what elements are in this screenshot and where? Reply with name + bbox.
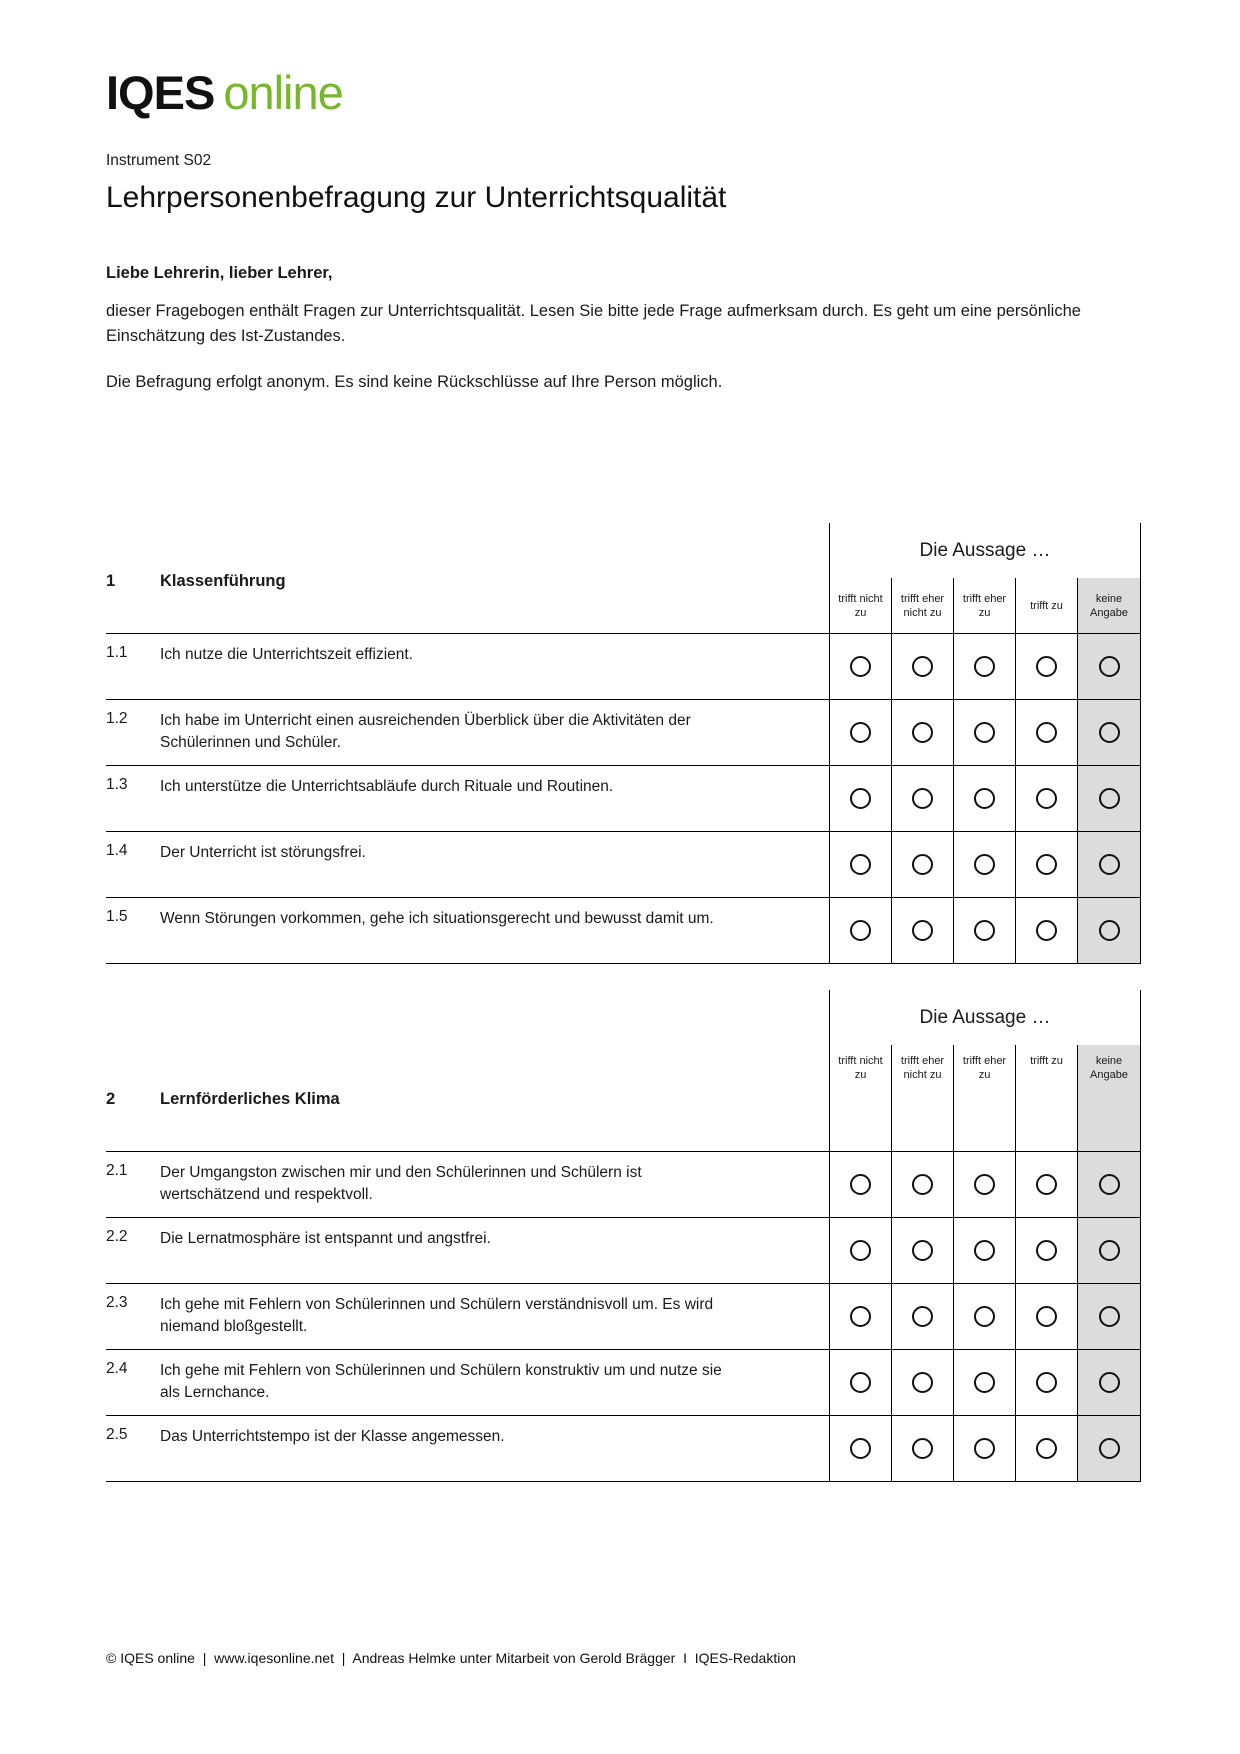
rating-cell xyxy=(829,832,891,897)
radio-button[interactable] xyxy=(912,854,933,875)
footer-text: © IQES online | www.iqesonline.net | Andreas Helmke unter Mitarbeit von Gerold Brägger I IQES-Redaktion xyxy=(106,1650,796,1666)
radio-button[interactable] xyxy=(974,854,995,875)
radio-button[interactable] xyxy=(912,656,933,677)
rating-cell xyxy=(829,766,891,831)
rating-cell-no-answer xyxy=(1077,1284,1141,1349)
rating-cell xyxy=(891,898,953,963)
rating-cell xyxy=(953,1152,1015,1217)
radio-button[interactable] xyxy=(850,722,871,743)
rating-cell-no-answer xyxy=(1077,1416,1141,1481)
instrument-label: Instrument S02 xyxy=(106,152,212,169)
radio-button[interactable] xyxy=(912,1372,933,1393)
rating-cell xyxy=(829,898,891,963)
radio-button[interactable] xyxy=(1036,1240,1057,1261)
scale-header: Die Aussage … xyxy=(829,990,1141,1045)
radio-button[interactable] xyxy=(850,1240,871,1261)
radio-button[interactable] xyxy=(850,1174,871,1195)
question-number: 1.5 xyxy=(106,908,128,925)
rating-cell xyxy=(891,1152,953,1217)
rating-cell-no-answer xyxy=(1077,700,1141,765)
radio-button[interactable] xyxy=(850,1372,871,1393)
scale-option-label: trifft eher zu xyxy=(953,578,1015,633)
question-row xyxy=(106,1416,1141,1482)
scale-option-label-no-answer: keine Angabe xyxy=(1077,578,1141,633)
rating-cell xyxy=(891,1350,953,1415)
rating-cell xyxy=(891,1416,953,1481)
rating-cell xyxy=(1015,766,1077,831)
radio-button[interactable] xyxy=(1036,1372,1057,1393)
rating-cell xyxy=(891,766,953,831)
question-number: 2.1 xyxy=(106,1162,128,1179)
rating-cell-no-answer xyxy=(1077,1152,1141,1217)
rating-cell xyxy=(829,1416,891,1481)
rating-cell xyxy=(829,634,891,699)
radio-button[interactable] xyxy=(1036,1306,1057,1327)
radio-button[interactable] xyxy=(912,1306,933,1327)
question-row xyxy=(106,898,1141,964)
question-text: Der Unterricht ist störungsfrei. xyxy=(160,844,366,861)
radio-button[interactable] xyxy=(1099,920,1120,941)
question-text: Ich gehe mit Fehlern von Schülerinnen und Schülern konstruktiv um und nutze sie als Lernchance. xyxy=(160,1362,722,1401)
question-number: 1.2 xyxy=(106,710,128,727)
question-number: 2.3 xyxy=(106,1294,128,1311)
radio-button[interactable] xyxy=(974,1306,995,1327)
question-text: Das Unterrichtstempo ist der Klasse angemessen. xyxy=(160,1428,505,1445)
questionnaire-table-2 xyxy=(106,990,1141,1482)
radio-button[interactable] xyxy=(850,788,871,809)
question-row xyxy=(106,1218,1141,1284)
scale-option-label: trifft eher nicht zu xyxy=(891,578,953,633)
section-title: Lernförderliches Klima xyxy=(160,1090,340,1108)
radio-button[interactable] xyxy=(912,788,933,809)
question-number: 1.1 xyxy=(106,644,128,661)
rating-cell xyxy=(829,1152,891,1217)
section-title: Klassenführung xyxy=(160,572,286,590)
rating-cell xyxy=(891,832,953,897)
intro-paragraph-2: Die Befragung erfolgt anonym. Es sind keine Rückschlüsse auf Ihre Person möglich. xyxy=(106,373,723,391)
rating-cell-no-answer xyxy=(1077,1350,1141,1415)
page-title: Lehrpersonenbefragung zur Unterrichtsqualität xyxy=(106,181,727,214)
table-header xyxy=(106,523,1141,634)
radio-button[interactable] xyxy=(1099,722,1120,743)
question-text: Ich unterstütze die Unterrichtsabläufe durch Rituale und Routinen. xyxy=(160,778,614,795)
radio-button[interactable] xyxy=(1099,788,1120,809)
question-text: Der Umgangston zwischen mir und den Schülerinnen und Schülern ist wertschätzend und respektvoll. xyxy=(160,1164,642,1203)
question-row xyxy=(106,832,1141,898)
radio-button[interactable] xyxy=(974,920,995,941)
question-text: Ich habe im Unterricht einen ausreichenden Überblick über die Aktivitäten der Schülerinnen und Schüler. xyxy=(160,712,691,751)
radio-button[interactable] xyxy=(912,1240,933,1261)
radio-button[interactable] xyxy=(850,920,871,941)
section-number: 2 xyxy=(106,1090,116,1108)
question-number: 1.3 xyxy=(106,776,128,793)
radio-button[interactable] xyxy=(1099,1306,1120,1327)
radio-button[interactable] xyxy=(850,1306,871,1327)
radio-button[interactable] xyxy=(912,920,933,941)
radio-button[interactable] xyxy=(974,788,995,809)
question-row xyxy=(106,634,1141,700)
rating-cell xyxy=(1015,1152,1077,1217)
radio-button[interactable] xyxy=(1099,1240,1120,1261)
question-row xyxy=(106,1284,1141,1350)
radio-button[interactable] xyxy=(1036,854,1057,875)
question-text: Ich gehe mit Fehlern von Schülerinnen und Schülern verständnisvoll um. Es wird niemand bloßgestellt. xyxy=(160,1296,714,1335)
question-row xyxy=(106,1152,1141,1218)
rating-cell xyxy=(953,1350,1015,1415)
rating-cell xyxy=(1015,1350,1077,1415)
radio-button[interactable] xyxy=(850,854,871,875)
rating-cell xyxy=(829,1284,891,1349)
rating-cell xyxy=(891,634,953,699)
radio-button[interactable] xyxy=(1099,854,1120,875)
radio-button[interactable] xyxy=(1099,1174,1120,1195)
rating-cell-no-answer xyxy=(1077,766,1141,831)
rating-cell xyxy=(953,700,1015,765)
radio-button[interactable] xyxy=(850,656,871,677)
question-number: 1.4 xyxy=(106,842,128,859)
questionnaire-table-1 xyxy=(106,523,1141,964)
radio-button[interactable] xyxy=(974,656,995,677)
rating-cell-no-answer xyxy=(1077,1218,1141,1283)
scale-header: Die Aussage … xyxy=(829,523,1141,578)
section-number: 1 xyxy=(106,572,116,590)
radio-button[interactable] xyxy=(974,1174,995,1195)
question-text: Ich nutze die Unterrichtszeit effizient. xyxy=(160,646,414,663)
rating-cell xyxy=(953,898,1015,963)
radio-button[interactable] xyxy=(1099,1438,1120,1459)
radio-button[interactable] xyxy=(1036,920,1057,941)
rating-cell xyxy=(1015,1218,1077,1283)
rating-cell xyxy=(1015,832,1077,897)
rating-cell xyxy=(829,700,891,765)
question-text: Die Lernatmosphäre ist entspannt und angstfrei. xyxy=(160,1230,491,1247)
radio-button[interactable] xyxy=(1036,788,1057,809)
question-row xyxy=(106,766,1141,832)
radio-button[interactable] xyxy=(912,1174,933,1195)
rating-cell-no-answer xyxy=(1077,634,1141,699)
radio-button[interactable] xyxy=(974,1372,995,1393)
rating-cell xyxy=(891,1284,953,1349)
rating-cell xyxy=(891,1218,953,1283)
rating-cell xyxy=(953,766,1015,831)
scale-option-label: trifft nicht zu xyxy=(829,578,891,633)
radio-button[interactable] xyxy=(974,722,995,743)
question-number: 2.4 xyxy=(106,1360,128,1377)
radio-button[interactable] xyxy=(1036,1438,1057,1459)
radio-button[interactable] xyxy=(1099,656,1120,677)
radio-button[interactable] xyxy=(912,722,933,743)
radio-button[interactable] xyxy=(974,1438,995,1459)
radio-button[interactable] xyxy=(1036,656,1057,677)
radio-button[interactable] xyxy=(1036,722,1057,743)
question-number: 2.2 xyxy=(106,1228,128,1245)
scale-option-label: trifft nicht zu xyxy=(829,1045,891,1151)
radio-button[interactable] xyxy=(1099,1372,1120,1393)
radio-button[interactable] xyxy=(974,1240,995,1261)
rating-cell xyxy=(1015,634,1077,699)
iqes-logo xyxy=(106,0,1141,134)
scale-option-label: trifft eher zu xyxy=(953,1045,1015,1151)
question-row xyxy=(106,700,1141,766)
rating-cell xyxy=(953,832,1015,897)
question-text: Wenn Störungen vorkommen, gehe ich situationsgerecht und bewusst damit um. xyxy=(160,910,714,927)
rating-cell xyxy=(953,634,1015,699)
salutation: Liebe Lehrerin, lieber Lehrer, xyxy=(106,264,333,282)
radio-button[interactable] xyxy=(912,1438,933,1459)
rating-cell xyxy=(1015,1284,1077,1349)
rating-cell xyxy=(953,1218,1015,1283)
logo-iqes-text: IQES xyxy=(106,66,215,119)
scale-option-label-no-answer: keine Angabe xyxy=(1077,1045,1141,1151)
table-header xyxy=(106,990,1141,1152)
rating-cell-no-answer xyxy=(1077,898,1141,963)
rating-cell xyxy=(953,1416,1015,1481)
question-number: 2.5 xyxy=(106,1426,128,1443)
scale-option-label: trifft zu xyxy=(1015,578,1077,633)
rating-cell-no-answer xyxy=(1077,832,1141,897)
rating-cell xyxy=(829,1218,891,1283)
scale-option-label: trifft eher nicht zu xyxy=(891,1045,953,1151)
intro-paragraph-1: dieser Fragebogen enthält Fragen zur Unterrichtsqualität. Lesen Sie bitte jede Frage aufmerksam durch. Es geht um eine persönliche Einschätzung des Ist-Zustandes. xyxy=(106,302,1081,345)
rating-cell xyxy=(1015,898,1077,963)
question-row xyxy=(106,1350,1141,1416)
scale-option-label: trifft zu xyxy=(1015,1045,1077,1151)
rating-cell xyxy=(953,1284,1015,1349)
rating-cell xyxy=(1015,700,1077,765)
rating-cell xyxy=(1015,1416,1077,1481)
rating-cell xyxy=(829,1350,891,1415)
logo-online-text: online xyxy=(223,66,343,119)
radio-button[interactable] xyxy=(850,1438,871,1459)
rating-cell xyxy=(891,700,953,765)
radio-button[interactable] xyxy=(1036,1174,1057,1195)
